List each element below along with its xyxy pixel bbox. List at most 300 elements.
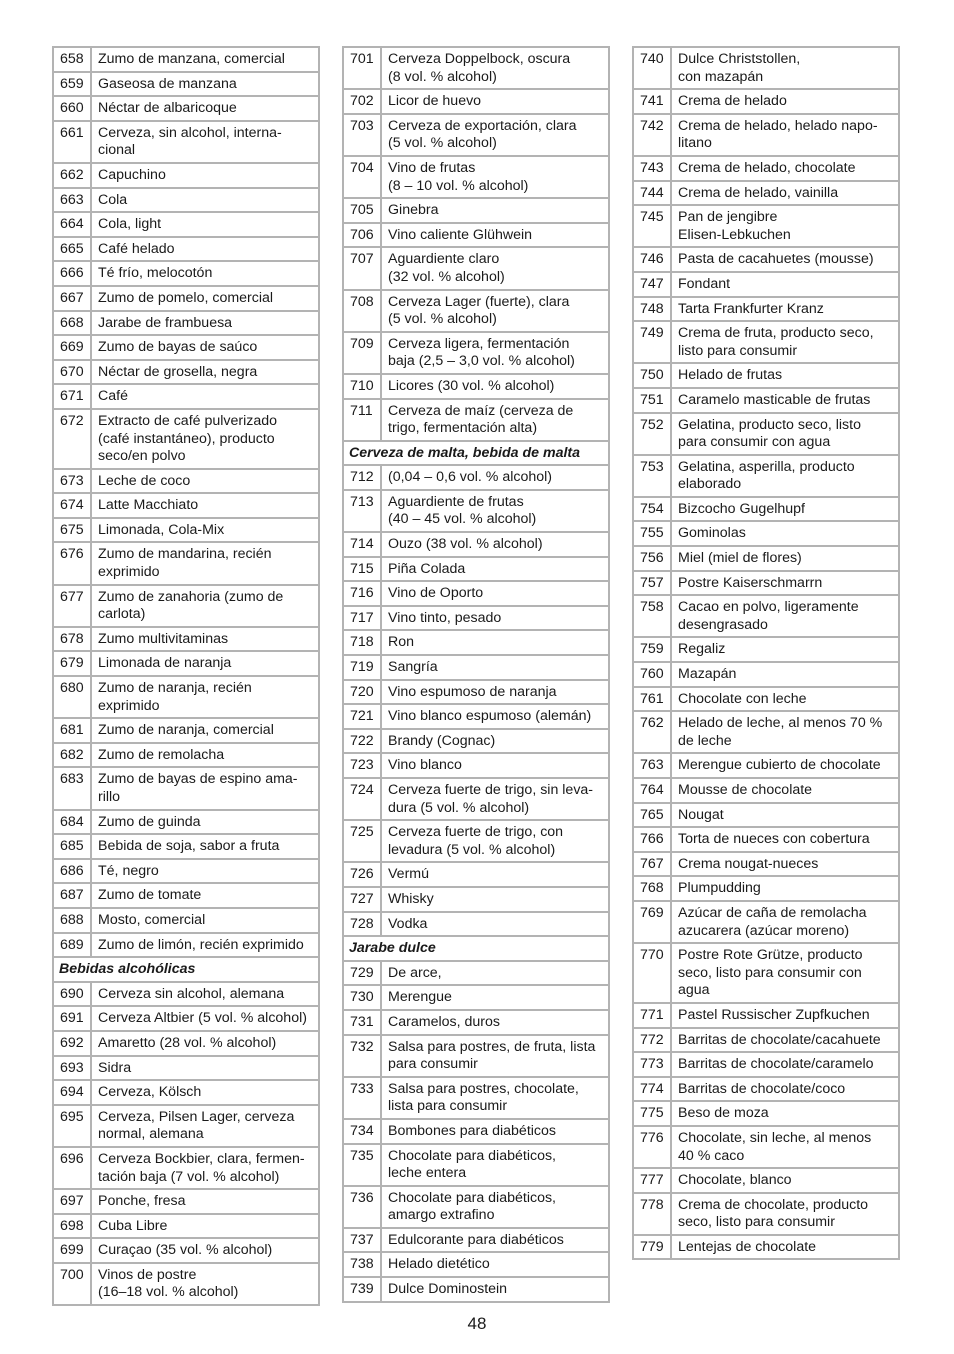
section-heading: Bebidas alcohólicas <box>54 958 318 983</box>
item-name: Pastel Russischer Zupfkuchen <box>678 1006 870 1023</box>
item-name: Torta de nueces con cobertura <box>678 831 870 848</box>
item-name: Crema de helado, helado napo- litano <box>678 117 878 152</box>
item-name: Zumo de bayas de espino ama- rillo <box>98 771 298 805</box>
item-name: Edulcorante para diabéticos <box>388 1231 564 1248</box>
table-row <box>634 364 898 389</box>
item-name: Cerveza ligera, fermentación baja (2,5 – 3,0 vol. % alcohol) <box>388 335 575 370</box>
item-name: Brandy (Cognac) <box>388 732 496 749</box>
item-name: Cola, light <box>98 216 162 233</box>
table-row <box>634 712 898 754</box>
table-row <box>634 944 898 1004</box>
item-name: Miel (miel de flores) <box>678 550 802 567</box>
item-number: 696 <box>54 1148 92 1188</box>
item-number: 686 <box>54 860 92 883</box>
item-name: Zumo de bayas de saúco <box>98 339 258 356</box>
item-number: 742 <box>634 115 672 155</box>
table-row <box>634 273 898 298</box>
item-name: Cuba Libre <box>98 1217 168 1234</box>
item-name: Zumo de pomelo, comercial <box>98 289 274 306</box>
table-row <box>634 853 898 878</box>
item-number: 759 <box>634 638 672 661</box>
item-name: Té, negro <box>98 862 159 879</box>
item-name: Postre Kaiserschmarrn <box>678 574 823 591</box>
item-name: Dulce Dominostein <box>388 1281 508 1298</box>
section-heading: Cerveza de malta, bebida de malta <box>344 442 608 467</box>
item-name: Ron <box>388 634 415 651</box>
item-number: 677 <box>54 586 92 626</box>
item-number: 756 <box>634 547 672 570</box>
item-name: Postre Rote Grütze, producto seco, listo para consumir con agua <box>678 947 863 999</box>
table-row <box>54 811 318 836</box>
item-name: Cerveza Bockbier, clara, fermen- tación baja (7 vol. % alcohol) <box>98 1150 305 1185</box>
table-row <box>54 1057 318 1082</box>
item-number: 683 <box>54 768 92 808</box>
table-row <box>344 48 608 90</box>
item-number: 717 <box>344 607 382 630</box>
item-number: 716 <box>344 582 382 605</box>
item-number: 691 <box>54 1007 92 1030</box>
table-row <box>54 835 318 860</box>
item-number: 768 <box>634 877 672 900</box>
item-name: Mazapán <box>678 666 737 683</box>
item-name: Cerveza, Kölsch <box>98 1084 202 1101</box>
item-name: Zumo de guinda <box>98 813 201 830</box>
item-name: Whisky <box>388 890 434 907</box>
table-row <box>54 410 318 470</box>
table-row <box>634 828 898 853</box>
item-number: 719 <box>344 656 382 679</box>
item-number: 739 <box>344 1278 382 1301</box>
item-number: 753 <box>634 456 672 496</box>
item-number: 673 <box>54 470 92 493</box>
table-row <box>54 677 318 719</box>
table-row <box>634 182 898 207</box>
item-name: Cacao en polvo, ligeramente desengrasado <box>678 599 859 633</box>
item-number: 725 <box>344 821 382 861</box>
table-row <box>344 157 608 199</box>
table-row <box>54 189 318 214</box>
item-name: Crema de fruta, producto seco, listo para consumir <box>678 325 874 359</box>
item-name: Limonada, Cola-Mix <box>98 521 225 538</box>
table-row <box>634 1078 898 1103</box>
item-number: 728 <box>344 913 382 936</box>
item-number: 724 <box>344 779 382 819</box>
item-number: 667 <box>54 287 92 310</box>
item-name: Pan de jengibre Elisen-Lebkuchen <box>678 209 791 243</box>
item-number: 758 <box>634 596 672 636</box>
table-row <box>634 248 898 273</box>
table-row <box>54 312 318 337</box>
table-row <box>54 768 318 810</box>
item-number: 709 <box>344 333 382 373</box>
table-row <box>344 1253 608 1278</box>
table-row <box>54 909 318 934</box>
item-name: Vino caliente Glühwein <box>388 226 533 243</box>
table-row <box>344 730 608 755</box>
table-column-1 <box>52 46 320 1306</box>
item-name: Crema de helado, chocolate <box>678 159 856 176</box>
item-name: Crema de helado, vainilla <box>678 184 839 201</box>
table-row <box>54 385 318 410</box>
item-number: 665 <box>54 238 92 261</box>
item-number: 744 <box>634 182 672 205</box>
table-row <box>54 586 318 628</box>
table-row <box>344 533 608 558</box>
item-number: 776 <box>634 1127 672 1167</box>
item-number: 670 <box>54 361 92 384</box>
table-row <box>54 1239 318 1264</box>
item-name: Gelatina, producto seco, listo para consumir con agua <box>678 416 861 451</box>
item-name: Piña Colada <box>388 560 466 577</box>
item-number: 663 <box>54 189 92 212</box>
item-number: 767 <box>634 853 672 876</box>
item-name: Aguardiente de frutas (40 – 45 vol. % alcohol) <box>388 493 537 528</box>
table-row <box>344 291 608 333</box>
table-row <box>54 336 318 361</box>
item-number: 769 <box>634 902 672 942</box>
item-name: Azúcar de caña de remolacha azucarera (azúcar moreno) <box>678 904 867 939</box>
item-number: 726 <box>344 863 382 886</box>
item-number: 701 <box>344 48 382 88</box>
item-name: Helado dietético <box>388 1256 490 1273</box>
item-number: 697 <box>54 1190 92 1213</box>
item-name: Amaretto (28 vol. % alcohol) <box>98 1034 277 1051</box>
table-row <box>344 1011 608 1036</box>
item-number: 764 <box>634 779 672 802</box>
table-row <box>634 322 898 364</box>
item-number: 664 <box>54 213 92 236</box>
table-row <box>54 122 318 164</box>
table-row <box>344 631 608 656</box>
table-row <box>54 73 318 98</box>
item-name: Ginebra <box>388 202 439 219</box>
table-row <box>634 877 898 902</box>
item-number: 771 <box>634 1004 672 1027</box>
item-number: 751 <box>634 389 672 412</box>
item-name: Zumo de naranja, comercial <box>98 722 274 739</box>
item-number: 757 <box>634 572 672 595</box>
item-number: 681 <box>54 719 92 742</box>
item-name: Dulce Christstollen, con mazapán <box>678 51 801 85</box>
item-name: Barritas de chocolate/caramelo <box>678 1056 874 1073</box>
item-number: 687 <box>54 884 92 907</box>
item-number: 712 <box>344 466 382 489</box>
item-number: 770 <box>634 944 672 1002</box>
table-row <box>634 572 898 597</box>
table-row <box>344 375 608 400</box>
item-number: 777 <box>634 1169 672 1192</box>
item-name: Vino blanco espumoso (alemán) <box>388 708 592 725</box>
table-row <box>344 115 608 157</box>
section-heading: Jarabe dulce <box>344 937 608 962</box>
item-number: 708 <box>344 291 382 331</box>
item-number: 735 <box>344 1145 382 1185</box>
item-name: Salsa para postres, de fruta, lista para consumir <box>388 1038 596 1073</box>
item-number: 713 <box>344 491 382 531</box>
item-number: 733 <box>344 1078 382 1118</box>
item-name: Extracto de café pulverizado (café instantáneo), producto seco/en polvo <box>98 412 278 465</box>
item-name: Fondant <box>678 275 731 292</box>
item-number: 731 <box>344 1011 382 1034</box>
item-name: Jarabe de frambuesa <box>98 314 233 331</box>
item-number: 738 <box>344 1253 382 1276</box>
item-name: Zumo de manzana, comercial <box>98 51 285 67</box>
item-name: Bombones para diabéticos <box>388 1122 556 1139</box>
item-name: Caramelos, duros <box>388 1013 500 1030</box>
item-name: Néctar de grosella, negra <box>98 363 258 380</box>
table-row <box>634 804 898 829</box>
table-row <box>54 262 318 287</box>
item-name: Caramelo masticable de frutas <box>678 391 871 408</box>
item-number: 722 <box>344 730 382 753</box>
item-name: Nougat <box>678 806 724 823</box>
table-row <box>344 863 608 888</box>
table-row <box>54 1106 318 1148</box>
table-row <box>634 414 898 456</box>
item-number: 688 <box>54 909 92 932</box>
table-row <box>634 663 898 688</box>
table-row <box>54 543 318 585</box>
table-row <box>54 97 318 122</box>
item-name: Gaseosa de manzana <box>98 75 237 92</box>
table-row <box>344 607 608 632</box>
item-number: 765 <box>634 804 672 827</box>
item-number: 698 <box>54 1215 92 1238</box>
item-name: Crema nougat-nueces <box>678 855 819 872</box>
table-row <box>634 1194 898 1236</box>
item-name: Cerveza, Pilsen Lager, cerveza normal, alemana <box>98 1108 295 1143</box>
table-row <box>344 1145 608 1187</box>
item-name: Pasta de cacahuetes (mousse) <box>678 251 874 268</box>
item-number: 674 <box>54 494 92 517</box>
table-row <box>634 1236 898 1259</box>
item-name: Tarta Frankfurter Kranz <box>678 300 824 317</box>
table-row <box>344 466 608 491</box>
table-row <box>54 213 318 238</box>
item-name: Licor de huevo <box>388 93 482 110</box>
item-name: Zumo de remolacha <box>98 746 225 763</box>
table-row <box>54 860 318 885</box>
item-name: Cerveza fuerte de trigo, con levadura (5 vol. % alcohol) <box>388 824 564 858</box>
item-number: 692 <box>54 1032 92 1055</box>
table-row <box>634 157 898 182</box>
table-row <box>54 1148 318 1190</box>
table-row <box>344 962 608 987</box>
item-number: 752 <box>634 414 672 454</box>
table-row <box>54 983 318 1008</box>
table-row <box>344 821 608 863</box>
table-row <box>344 400 608 442</box>
item-name: Chocolate, blanco <box>678 1172 792 1189</box>
table-row <box>54 519 318 544</box>
item-number: 743 <box>634 157 672 180</box>
item-name: Vino tinto, pesado <box>388 609 502 626</box>
item-number: 682 <box>54 744 92 767</box>
item-name: Merengue cubierto de chocolate <box>678 757 881 774</box>
item-name: Beso de moza <box>678 1105 769 1122</box>
table-row <box>344 90 608 115</box>
item-number: 703 <box>344 115 382 155</box>
item-number: 675 <box>54 519 92 542</box>
item-number: 748 <box>634 298 672 321</box>
table-row <box>634 1169 898 1194</box>
item-name: Zumo de naranja, recién exprimido <box>98 680 252 714</box>
item-name: Bizcocho Gugelhupf <box>678 500 805 517</box>
table-row <box>344 656 608 681</box>
item-number: 707 <box>344 248 382 288</box>
item-number: 668 <box>54 312 92 335</box>
page-number: 48 <box>467 1314 487 1333</box>
table-row <box>634 522 898 547</box>
item-number: 729 <box>344 962 382 985</box>
table-row <box>344 1120 608 1145</box>
table-row <box>344 888 608 913</box>
item-name: Vino blanco <box>388 757 462 774</box>
item-name: Cerveza, sin alcohol, interna- cional <box>98 124 282 159</box>
table-row <box>344 558 608 583</box>
table-row <box>54 494 318 519</box>
table-row <box>54 361 318 386</box>
table-row <box>634 298 898 323</box>
table-row <box>634 1127 898 1169</box>
item-name: Salsa para postres, chocolate, lista para consumir <box>388 1080 579 1115</box>
item-name: Vermú <box>388 866 430 883</box>
item-number: 721 <box>344 705 382 728</box>
item-number: 684 <box>54 811 92 834</box>
item-number: 706 <box>344 224 382 247</box>
item-name: Zumo multivitaminas <box>98 630 229 647</box>
item-name: Barritas de chocolate/coco <box>678 1080 846 1097</box>
item-number: 705 <box>344 199 382 222</box>
item-number: 747 <box>634 273 672 296</box>
table-row <box>54 1007 318 1032</box>
item-name: Néctar de albaricoque <box>98 100 237 117</box>
item-number: 730 <box>344 986 382 1009</box>
table-row <box>344 754 608 779</box>
table-row <box>634 1029 898 1054</box>
item-number: 666 <box>54 262 92 285</box>
item-name: De arce, <box>388 964 442 981</box>
item-name: Crema de chocolate, producto seco, listo para consumir <box>678 1196 869 1231</box>
table-row <box>634 206 898 248</box>
item-name: Sidra <box>98 1059 132 1076</box>
item-name: Plumpudding <box>678 880 761 897</box>
table-row <box>634 547 898 572</box>
item-number: 741 <box>634 90 672 113</box>
item-number: 772 <box>634 1029 672 1052</box>
item-number: 704 <box>344 157 382 197</box>
item-name: Vino de frutas (8 – 10 vol. % alcohol) <box>388 159 529 194</box>
table-row <box>344 1187 608 1229</box>
item-name: Aguardiente claro (32 vol. % alcohol) <box>388 251 505 285</box>
item-number: 711 <box>344 400 382 440</box>
table-row <box>634 48 898 90</box>
table-row <box>634 638 898 663</box>
item-name: Latte Macchiato <box>98 497 199 514</box>
item-number: 680 <box>54 677 92 717</box>
table-row <box>54 934 318 959</box>
table-row <box>634 1004 898 1029</box>
table-row <box>344 705 608 730</box>
item-number: 775 <box>634 1102 672 1125</box>
table-row <box>634 596 898 638</box>
item-number: 766 <box>634 828 672 851</box>
item-number: 678 <box>54 628 92 651</box>
table-row <box>54 652 318 677</box>
item-name: Mousse de chocolate <box>678 782 813 798</box>
table-row <box>54 48 318 73</box>
item-number: 694 <box>54 1081 92 1104</box>
item-number: 754 <box>634 498 672 521</box>
item-name: Zumo de tomate <box>98 887 202 904</box>
table-row <box>344 582 608 607</box>
table-column-3 <box>632 46 900 1260</box>
table-row <box>344 491 608 533</box>
item-name: Regaliz <box>678 641 726 658</box>
item-number: 718 <box>344 631 382 654</box>
item-number: 779 <box>634 1236 672 1259</box>
item-number: 660 <box>54 97 92 120</box>
item-name: Vinos de postre (16–18 vol. % alcohol) <box>98 1266 239 1301</box>
item-number: 671 <box>54 385 92 408</box>
item-name: Lentejas de chocolate <box>678 1238 817 1255</box>
item-number: 761 <box>634 688 672 711</box>
item-name: Café helado <box>98 240 175 257</box>
table-row <box>344 913 608 938</box>
table-row <box>54 719 318 744</box>
table-row <box>634 902 898 944</box>
item-number: 693 <box>54 1057 92 1080</box>
item-number: 746 <box>634 248 672 271</box>
table-row <box>344 224 608 249</box>
item-name: Vino de Oporto <box>388 585 484 602</box>
table-row <box>54 287 318 312</box>
item-number: 749 <box>634 322 672 362</box>
table-row <box>54 470 318 495</box>
item-name: Cerveza de exportación, clara (5 vol. % alcohol) <box>388 117 577 152</box>
table-row <box>344 199 608 224</box>
table-row <box>634 754 898 779</box>
table-row <box>344 1229 608 1254</box>
table-row <box>634 1102 898 1127</box>
item-number: 745 <box>634 206 672 246</box>
item-number: 714 <box>344 533 382 556</box>
table-row <box>634 498 898 523</box>
item-number: 740 <box>634 48 672 88</box>
item-name: Zumo de limón, recién exprimido <box>98 936 304 953</box>
item-number: 723 <box>344 754 382 777</box>
item-number: 763 <box>634 754 672 777</box>
item-name: Cola <box>98 191 128 208</box>
item-name: Cerveza sin alcohol, alemana <box>98 985 285 1002</box>
table-row <box>54 1032 318 1057</box>
item-number: 734 <box>344 1120 382 1143</box>
table-row <box>344 779 608 821</box>
table-row <box>54 1215 318 1240</box>
item-name: Limonada de naranja <box>98 655 232 672</box>
item-number: 750 <box>634 364 672 387</box>
item-name: Cerveza Altbier (5 vol. % alcohol) <box>98 1010 307 1027</box>
item-number: 695 <box>54 1106 92 1146</box>
item-number: 669 <box>54 336 92 359</box>
item-number: 662 <box>54 164 92 187</box>
item-number: 699 <box>54 1239 92 1262</box>
table-row <box>634 688 898 713</box>
item-number: 658 <box>54 48 92 71</box>
item-name: Vodka <box>388 915 428 932</box>
item-name: Cerveza fuerte de trigo, sin leva- dura (5 vol. % alcohol) <box>388 782 594 816</box>
item-name: Chocolate con leche <box>678 690 807 707</box>
